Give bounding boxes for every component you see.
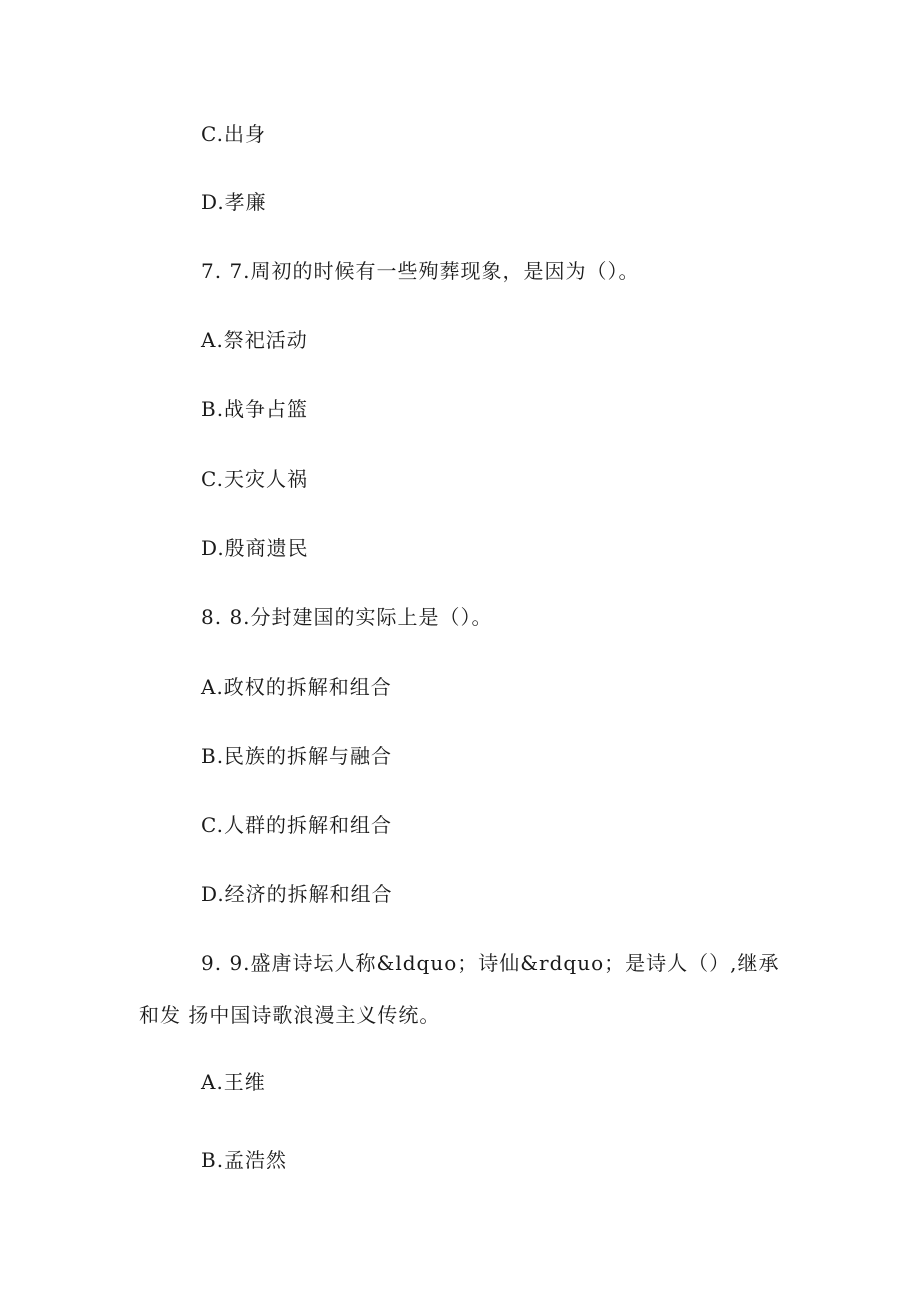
- q7-option-d: D.殷商遗民: [201, 536, 309, 560]
- q8-option-d: D.经济的拆解和组合: [201, 882, 393, 906]
- q9-question-line2: 和发 扬中国诗歌浪漫主义传统。: [139, 1003, 441, 1027]
- q9-option-b: B.孟浩然: [201, 1148, 288, 1172]
- q8-question: 8. 8.分封建国的实际上是（）。: [201, 605, 493, 629]
- q6-option-c: C.出身: [201, 122, 266, 146]
- q8-option-c: C.人群的拆解和组合: [201, 813, 392, 837]
- q7-option-a: A.祭祀活动: [201, 328, 308, 352]
- q6-option-d: D.孝廉: [201, 190, 267, 214]
- q9-option-a: A.王维: [201, 1070, 266, 1094]
- q8-option-a: A.政权的拆解和组合: [201, 675, 392, 699]
- q7-option-c: C.天灾人祸: [201, 467, 308, 491]
- q7-question: 7. 7.周初的时候有一些殉葬现象，是因为（）。: [201, 259, 640, 283]
- q8-option-b: B.民族的拆解与融合: [201, 744, 393, 768]
- q9-question-line1: 9. 9.盛唐诗坛人称&ldquo；诗仙&rdquo；是诗人（）,继承: [201, 951, 780, 975]
- q7-option-b: B.战争占篮: [201, 397, 309, 421]
